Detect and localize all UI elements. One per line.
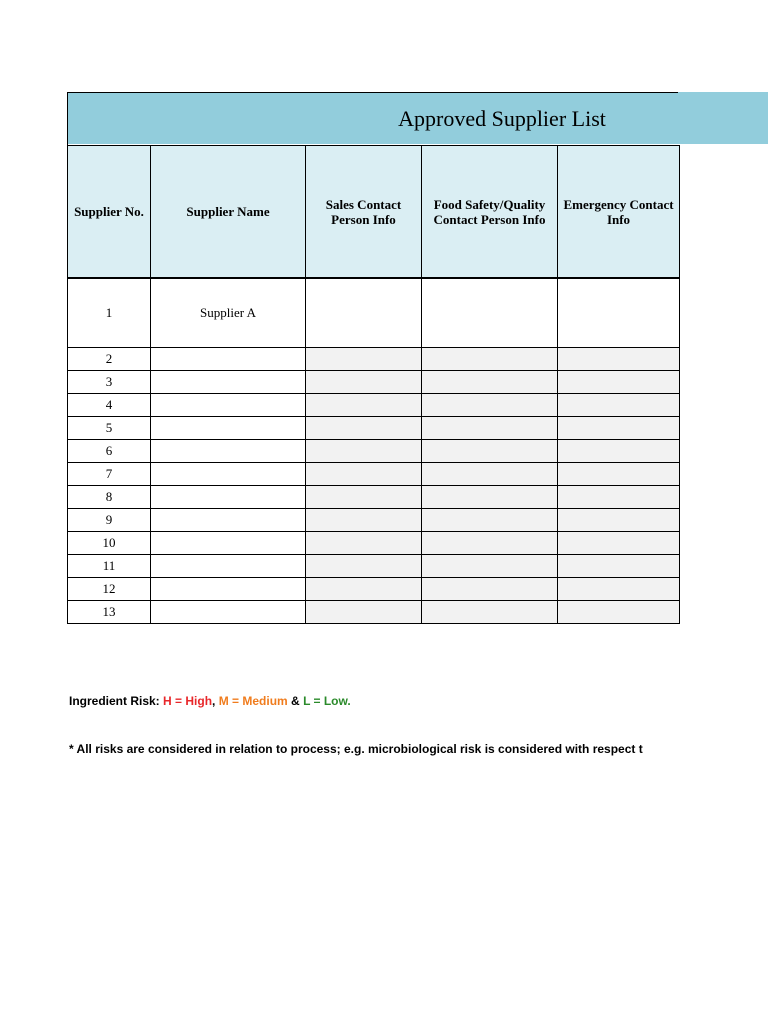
emergency-contact-cell[interactable] (558, 463, 680, 486)
emergency-contact-cell[interactable] (558, 371, 680, 394)
table-row (68, 371, 680, 394)
table-row (68, 578, 680, 601)
legend-medium: M = Medium (218, 694, 288, 708)
table-row (68, 278, 680, 348)
supplier-name-cell[interactable]: Supplier A (151, 278, 306, 348)
supplier-no-cell[interactable]: 4 (68, 394, 151, 417)
sales-contact-cell[interactable] (306, 417, 422, 440)
table-row (68, 463, 680, 486)
food-safety-contact-cell[interactable] (422, 417, 558, 440)
sales-contact-cell[interactable] (306, 555, 422, 578)
supplier-name-cell[interactable] (151, 486, 306, 509)
emergency-contact-cell[interactable] (558, 578, 680, 601)
food-safety-contact-cell[interactable] (422, 348, 558, 371)
table-row (68, 348, 680, 371)
sales-contact-cell[interactable] (306, 394, 422, 417)
food-safety-contact-cell[interactable] (422, 440, 558, 463)
emergency-contact-cell[interactable] (558, 278, 680, 348)
emergency-contact-cell[interactable] (558, 486, 680, 509)
supplier-no-cell[interactable]: 9 (68, 509, 151, 532)
sales-contact-cell[interactable] (306, 371, 422, 394)
supplier-name-cell[interactable] (151, 394, 306, 417)
supplier-no-cell[interactable]: 2 (68, 348, 151, 371)
supplier-name-cell[interactable] (151, 532, 306, 555)
legend-separator-2: & (287, 694, 304, 708)
emergency-contact-cell[interactable] (558, 509, 680, 532)
supplier-no-cell[interactable]: 8 (68, 486, 151, 509)
table-row (68, 555, 680, 578)
table-row (68, 509, 680, 532)
supplier-name-cell[interactable] (151, 417, 306, 440)
table-body (68, 278, 680, 624)
column-header-food-safety-contact: Food Safety/Quality Contact Person Info (422, 146, 558, 279)
legend-high: H = High (163, 694, 213, 708)
sales-contact-cell[interactable] (306, 578, 422, 601)
emergency-contact-cell[interactable] (558, 555, 680, 578)
page-title: Approved Supplier List (398, 106, 606, 131)
supplier-name-cell[interactable] (151, 601, 306, 624)
supplier-no-cell[interactable]: 7 (68, 463, 151, 486)
food-safety-contact-cell[interactable] (422, 371, 558, 394)
supplier-table (67, 145, 680, 624)
table-row (68, 394, 680, 417)
supplier-name-cell[interactable] (151, 440, 306, 463)
supplier-name-cell[interactable] (151, 509, 306, 532)
column-header-emergency-contact: Emergency Contact Info (558, 146, 680, 279)
sales-contact-cell[interactable] (306, 509, 422, 532)
sales-contact-cell[interactable] (306, 486, 422, 509)
legend-label: Ingredient Risk: (69, 694, 164, 708)
emergency-contact-cell[interactable] (558, 348, 680, 371)
food-safety-contact-cell[interactable] (422, 394, 558, 417)
supplier-name-cell[interactable] (151, 463, 306, 486)
sales-contact-cell[interactable] (306, 532, 422, 555)
emergency-contact-cell[interactable] (558, 417, 680, 440)
supplier-name-cell[interactable] (151, 348, 306, 371)
food-safety-contact-cell[interactable] (422, 509, 558, 532)
table-row (68, 417, 680, 440)
emergency-contact-cell[interactable] (558, 394, 680, 417)
table-row (68, 532, 680, 555)
legend-separator-1: , (212, 694, 219, 708)
supplier-name-cell[interactable] (151, 555, 306, 578)
column-header-supplier-no: Supplier No. (68, 146, 151, 279)
supplier-no-cell[interactable]: 12 (68, 578, 151, 601)
supplier-no-cell[interactable]: 5 (68, 417, 151, 440)
food-safety-contact-cell[interactable] (422, 601, 558, 624)
supplier-no-cell[interactable]: 13 (68, 601, 151, 624)
risk-note: * All risks are considered in relation to process; e.g. microbiological risk is considered with respect t (69, 742, 643, 756)
supplier-no-cell[interactable]: 11 (68, 555, 151, 578)
food-safety-contact-cell[interactable] (422, 486, 558, 509)
emergency-contact-cell[interactable] (558, 532, 680, 555)
supplier-name-cell[interactable] (151, 578, 306, 601)
sales-contact-cell[interactable] (306, 440, 422, 463)
sales-contact-cell[interactable] (306, 601, 422, 624)
table-row (68, 486, 680, 509)
sales-contact-cell[interactable] (306, 348, 422, 371)
food-safety-contact-cell[interactable] (422, 578, 558, 601)
supplier-no-cell[interactable]: 10 (68, 532, 151, 555)
table-header-row (68, 146, 680, 279)
emergency-contact-cell[interactable] (558, 440, 680, 463)
sales-contact-cell[interactable] (306, 278, 422, 348)
legend-low: L = Low. (303, 694, 351, 708)
sales-contact-cell[interactable] (306, 463, 422, 486)
food-safety-contact-cell[interactable] (422, 278, 558, 348)
emergency-contact-cell[interactable] (558, 601, 680, 624)
column-header-sales-contact: Sales Contact Person Info (306, 146, 422, 279)
supplier-no-cell[interactable]: 1 (68, 278, 151, 348)
supplier-name-cell[interactable] (151, 371, 306, 394)
table-row (68, 440, 680, 463)
column-header-supplier-name: Supplier Name (151, 146, 306, 279)
food-safety-contact-cell[interactable] (422, 463, 558, 486)
table-row (68, 601, 680, 624)
food-safety-contact-cell[interactable] (422, 532, 558, 555)
supplier-no-cell[interactable]: 3 (68, 371, 151, 394)
supplier-no-cell[interactable]: 6 (68, 440, 151, 463)
food-safety-contact-cell[interactable] (422, 555, 558, 578)
ingredient-risk-legend (69, 694, 351, 708)
